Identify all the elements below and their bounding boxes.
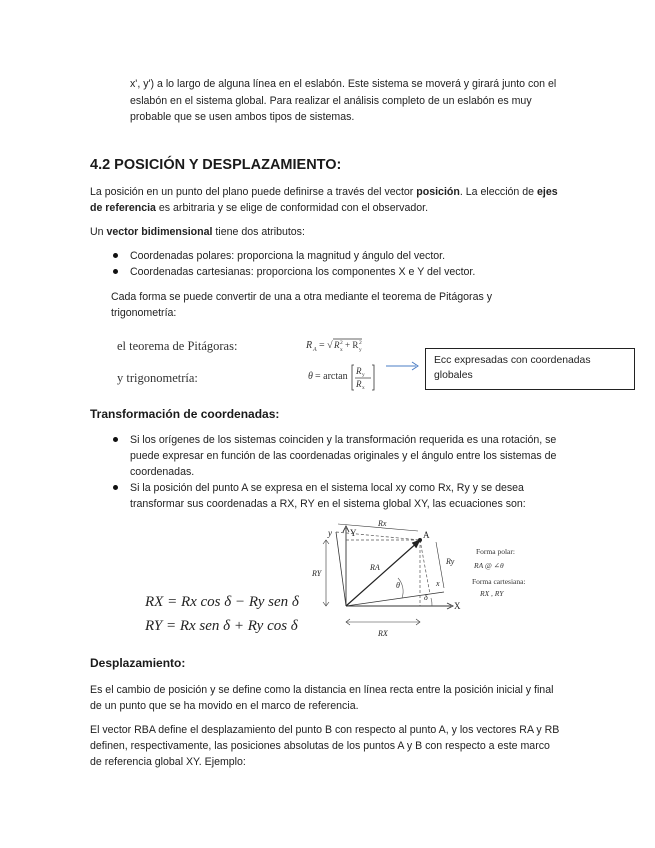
bold-term-ejes: ejes	[537, 186, 558, 198]
paragraph-position-cont	[90, 200, 428, 216]
label-RA: RA	[370, 563, 380, 572]
transform-title: Transformación de coordenadas:	[90, 407, 280, 421]
intro-line-3: probable que se usen ambos tipos de sistemas.	[130, 111, 355, 123]
point-A	[418, 538, 422, 542]
paragraph-convert-2: trigonometría:	[111, 307, 177, 319]
intro-line-1: x', y') a lo largo de alguna línea en el eslabón. Este sistema se moverá y girará junto con el	[130, 78, 557, 90]
svg-text:R: R	[306, 340, 313, 351]
svg-text:2: 2	[359, 340, 362, 346]
bullet-cartesian: Coordenadas cartesianas: proporciona los componentes X e Y del vector.	[130, 266, 476, 278]
svg-text:y: y	[362, 372, 365, 378]
transform-bullet-1-line-3: coordenadas.	[130, 466, 195, 478]
text-segment: tiene dos atributos:	[212, 226, 305, 238]
label-y: y	[328, 528, 332, 538]
cart-title: Forma cartesiana:	[472, 577, 526, 586]
bold-term-referencia: de referencia	[90, 202, 156, 214]
svg-text:R: R	[356, 366, 362, 376]
svg-text:2: 2	[340, 340, 343, 346]
bullet-dot	[113, 437, 118, 442]
note-box	[425, 348, 635, 390]
equation-ry: RY = Rx sen δ + Ry cos δ	[145, 618, 298, 634]
vector-RA	[346, 541, 419, 606]
label-delta: δ	[424, 593, 428, 602]
label-A: A	[423, 530, 430, 540]
text-segment: . La elección de	[459, 186, 537, 198]
bullet-dot	[113, 269, 118, 274]
displacement-p2-line-3: de referencia global XY. Ejemplo:	[90, 756, 246, 768]
displacement-p1-line-2: de un punto que se ha movido en el marco de referencia.	[90, 700, 359, 712]
svg-text:A: A	[313, 347, 317, 353]
svg-text:+ R: + R	[345, 340, 359, 350]
label-Rx: Rx	[378, 519, 387, 528]
polar-title: Forma polar:	[476, 547, 515, 556]
cart-eq: RX , RY	[480, 589, 504, 598]
svg-text:y: y	[359, 347, 362, 353]
transform-bullet-1-line-1: Si los orígenes de los sistemas coinciden y la transformación requerida es una rotación, se	[130, 434, 557, 446]
svg-text:θ: θ	[308, 371, 313, 382]
section-title: 4.2 POSICIÓN Y DESPLAZAMIENTO:	[90, 157, 342, 173]
svg-text:R: R	[334, 340, 340, 350]
bold-term-vector: vector bidimensional	[106, 226, 213, 238]
axis-y-local	[336, 532, 346, 606]
bullet-dot	[113, 253, 118, 258]
bullet-dot	[113, 485, 118, 490]
text-segment: Un	[90, 226, 107, 238]
axis-x-local	[346, 592, 444, 606]
paragraph-vector	[90, 224, 305, 240]
transform-bullet-1-line-2: puede expresar en función de las coordenadas originales y el ángulo entre los sistemas de	[130, 450, 557, 462]
displacement-title: Desplazamiento:	[90, 656, 186, 670]
note-line-1: Ecc expresadas con coordenadas	[434, 355, 591, 366]
formula-pitagoras-trig	[300, 332, 390, 392]
label-RX: RX	[378, 629, 388, 638]
displacement-p2-line-2: definen, respectivamente, las posiciones absolutas de los puntos A y B con respecto a este marco	[90, 740, 550, 752]
svg-text:= arctan: = arctan	[315, 371, 348, 382]
svg-text:x: x	[340, 347, 343, 353]
displacement-p2-line-1: El vector RBA define el desplazamiento del punto B con respecto al punto A, y los vectores RA y RB	[90, 724, 560, 736]
svg-text:x: x	[362, 385, 365, 391]
paragraph-convert-1: Cada forma se puede convertir de una a otra mediante el teorema de Pitágoras y	[111, 291, 493, 303]
arrow-to-box	[384, 360, 424, 372]
label-Ry: Ry	[446, 557, 455, 566]
bold-term-posicion: posición	[416, 186, 460, 198]
label-x: x	[436, 579, 440, 588]
label-theta: θ	[396, 581, 400, 590]
trig-label: y trigonometría:	[117, 371, 198, 385]
transform-bullet-2-line-2: transformar sus coordenadas a RX, RY en el sistema global XY, las ecuaciones son:	[130, 498, 526, 510]
polar-eq: RA @ ∠θ	[474, 561, 504, 570]
text-segment: es arbitraria y se elige de conformidad con el observador.	[155, 202, 429, 214]
paragraph-position	[90, 184, 558, 200]
equation-rx: RX = Rx cos δ − Ry sen δ	[145, 594, 299, 610]
label-Y: Y	[350, 528, 357, 538]
svg-text:R: R	[356, 379, 362, 389]
text-segment: La posición en un punto del plano puede definirse a través del vector	[90, 186, 417, 198]
label-X: X	[454, 601, 461, 611]
note-line-2: globales	[434, 370, 473, 381]
svg-text:= √: = √	[319, 340, 333, 351]
bullet-polar: Coordenadas polares: proporciona la magnitud y ángulo del vector.	[130, 250, 446, 262]
pitagoras-label: el teorema de Pitágoras:	[117, 339, 238, 353]
displacement-p1-line-1: Es el cambio de posición y se define como la distancia en línea recta entre la posición inicial y final	[90, 684, 554, 696]
label-RY: RY	[312, 569, 322, 578]
transform-bullet-2-line-1: Si la posición del punto A se expresa en el sistema local xy como Rx, Ry y se desea	[130, 482, 524, 494]
intro-line-2: eslabón en el sistema global. Para realizar el análisis completo de un eslabón es muy	[130, 95, 532, 107]
coordinate-diagram	[306, 518, 542, 646]
